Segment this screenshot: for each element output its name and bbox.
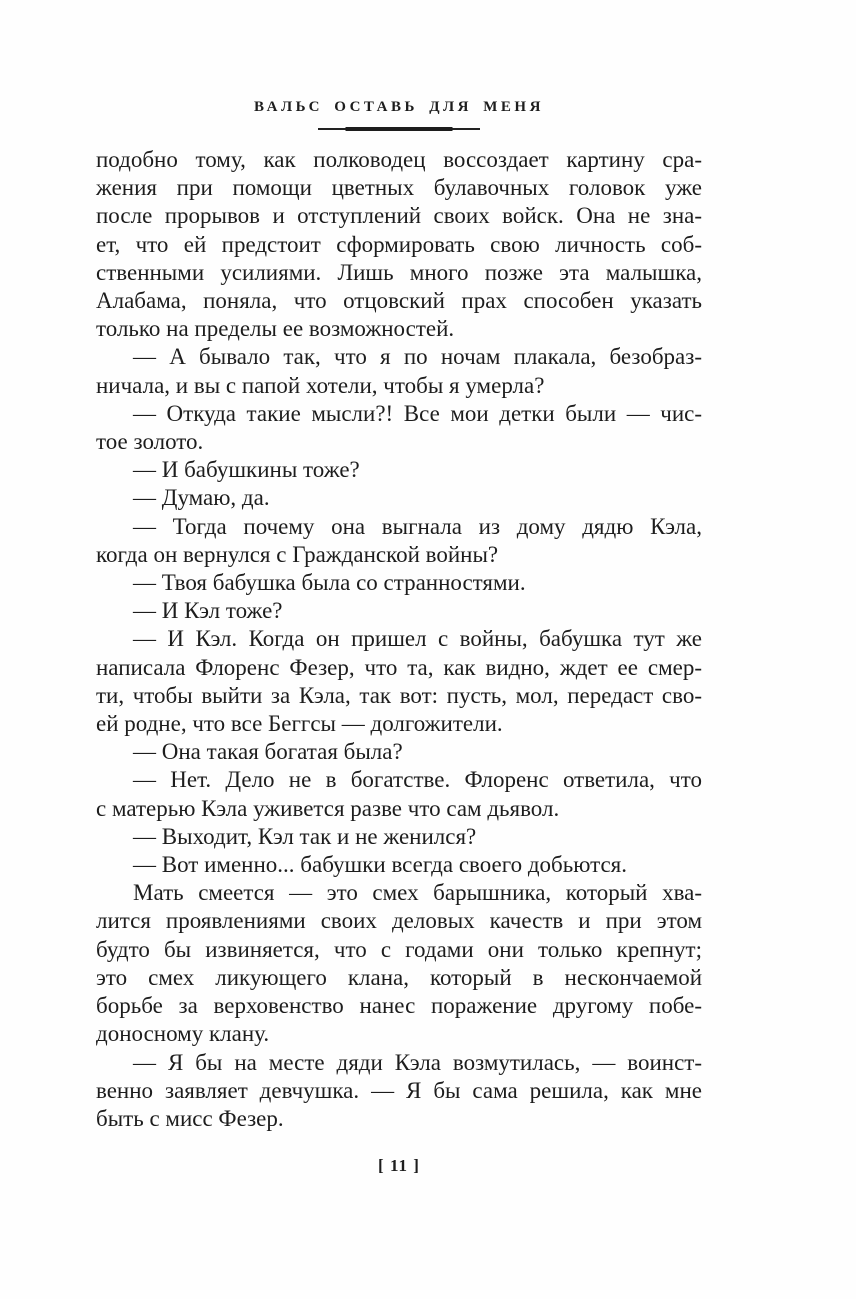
- text-line: это смех ликующего клана, который в нескончаемой: [96, 964, 702, 990]
- text-line: ничала, и вы с папой хотели, чтобы я умерла?: [96, 372, 545, 398]
- running-title: ВАЛЬС ОСТАВЬ ДЛЯ МЕНЯ: [254, 99, 544, 115]
- paragraph: [96, 851, 702, 879]
- text-line: когда он вернулся с Гражданской войны?: [96, 541, 499, 567]
- paragraph: [96, 625, 702, 738]
- text-line: — Выходит, Кэл так и не женился?: [133, 823, 477, 849]
- header-divider-ornament: [96, 126, 702, 132]
- text-line: — И Кэл тоже?: [133, 598, 283, 624]
- text-line: венно заявляет девчушка. — Я бы сама решила, как мне: [96, 1077, 702, 1103]
- text-line: быть с мисс Фезер.: [96, 1105, 284, 1131]
- paragraph: [96, 484, 702, 512]
- paragraph: [96, 879, 702, 1048]
- text-line: после прорывов и отступлений своих войск. Она не зна-: [96, 203, 702, 229]
- page-number: [ 11 ]: [378, 1156, 420, 1175]
- text-line: Алабама, поняла, что отцовский прах способен указать: [96, 288, 702, 314]
- text-line: — И Кэл. Когда он пришел с войны, бабушка тут же: [133, 626, 702, 652]
- text-line: лится проявлениями своих деловых качеств и при этом: [96, 908, 702, 934]
- text-line: жения при помощи цветных булавочных головок уже: [96, 175, 702, 201]
- text-line: — Вот именно... бабушки всегда своего добьются.: [133, 852, 627, 878]
- paragraph: [96, 343, 702, 399]
- text-line: доносному клану.: [96, 1021, 270, 1047]
- paragraph: [96, 1049, 702, 1134]
- text-line: — Твоя бабушка была со странностями.: [133, 570, 526, 596]
- divider-thick-bar: [346, 127, 453, 131]
- body-text: [96, 146, 702, 1133]
- text-line: ственными усилиями. Лишь много позже эта малышка,: [96, 259, 702, 285]
- text-line: будто бы извиняется, что с годами они только крепнут;: [96, 936, 702, 962]
- text-line: — Думаю, да.: [133, 485, 270, 511]
- text-line: с матерью Кэла уживется разве что сам дьявол.: [96, 795, 560, 821]
- paragraph: [96, 146, 702, 343]
- text-line: — Нет. Дело не в богатстве. Флоренс ответила, что: [133, 767, 702, 793]
- text-line: ти, чтобы выйти за Кэла, так вот: пусть, мол, передаст сво-: [96, 682, 702, 708]
- text-line: — И бабушкины тоже?: [133, 457, 360, 483]
- text-line: — А бывало так, что я по ночам плакала, безобраз-: [133, 344, 702, 370]
- text-line: ей родне, что все Беггсы — долгожители.: [96, 711, 503, 737]
- paragraph: [96, 569, 702, 597]
- paragraph: [96, 738, 702, 766]
- text-line: ет, что ей предстоит сформировать свою личность соб-: [96, 231, 702, 257]
- paragraph: [96, 597, 702, 625]
- paragraph: [96, 513, 702, 569]
- text-line: — Тогда почему она выгнала из дому дядю Кэла,: [133, 513, 702, 539]
- text-line: — Откуда такие мысли?! Все мои детки были — чис-: [133, 400, 702, 426]
- text-line: — Я бы на месте дяди Кэла возмутилась, — воинст-: [133, 1049, 702, 1075]
- text-line: тое золото.: [96, 429, 204, 455]
- text-line: только на пределы ее возможностей.: [96, 316, 455, 342]
- text-line: написала Флоренс Фезер, что та, как видно, ждет ее смер-: [96, 654, 702, 680]
- paragraph: [96, 823, 702, 851]
- text-line: — Она такая богатая была?: [133, 739, 403, 765]
- text-line: подобно тому, как полководец воссоздает картину сра-: [96, 147, 702, 172]
- paragraph: [96, 400, 702, 456]
- text-line: борьбе за верховенство нанес поражение другому побе-: [96, 993, 702, 1019]
- paragraph: [96, 766, 702, 822]
- paragraph: [96, 456, 702, 484]
- text-line: Мать смеется — это смех барышника, который хва-: [133, 880, 702, 906]
